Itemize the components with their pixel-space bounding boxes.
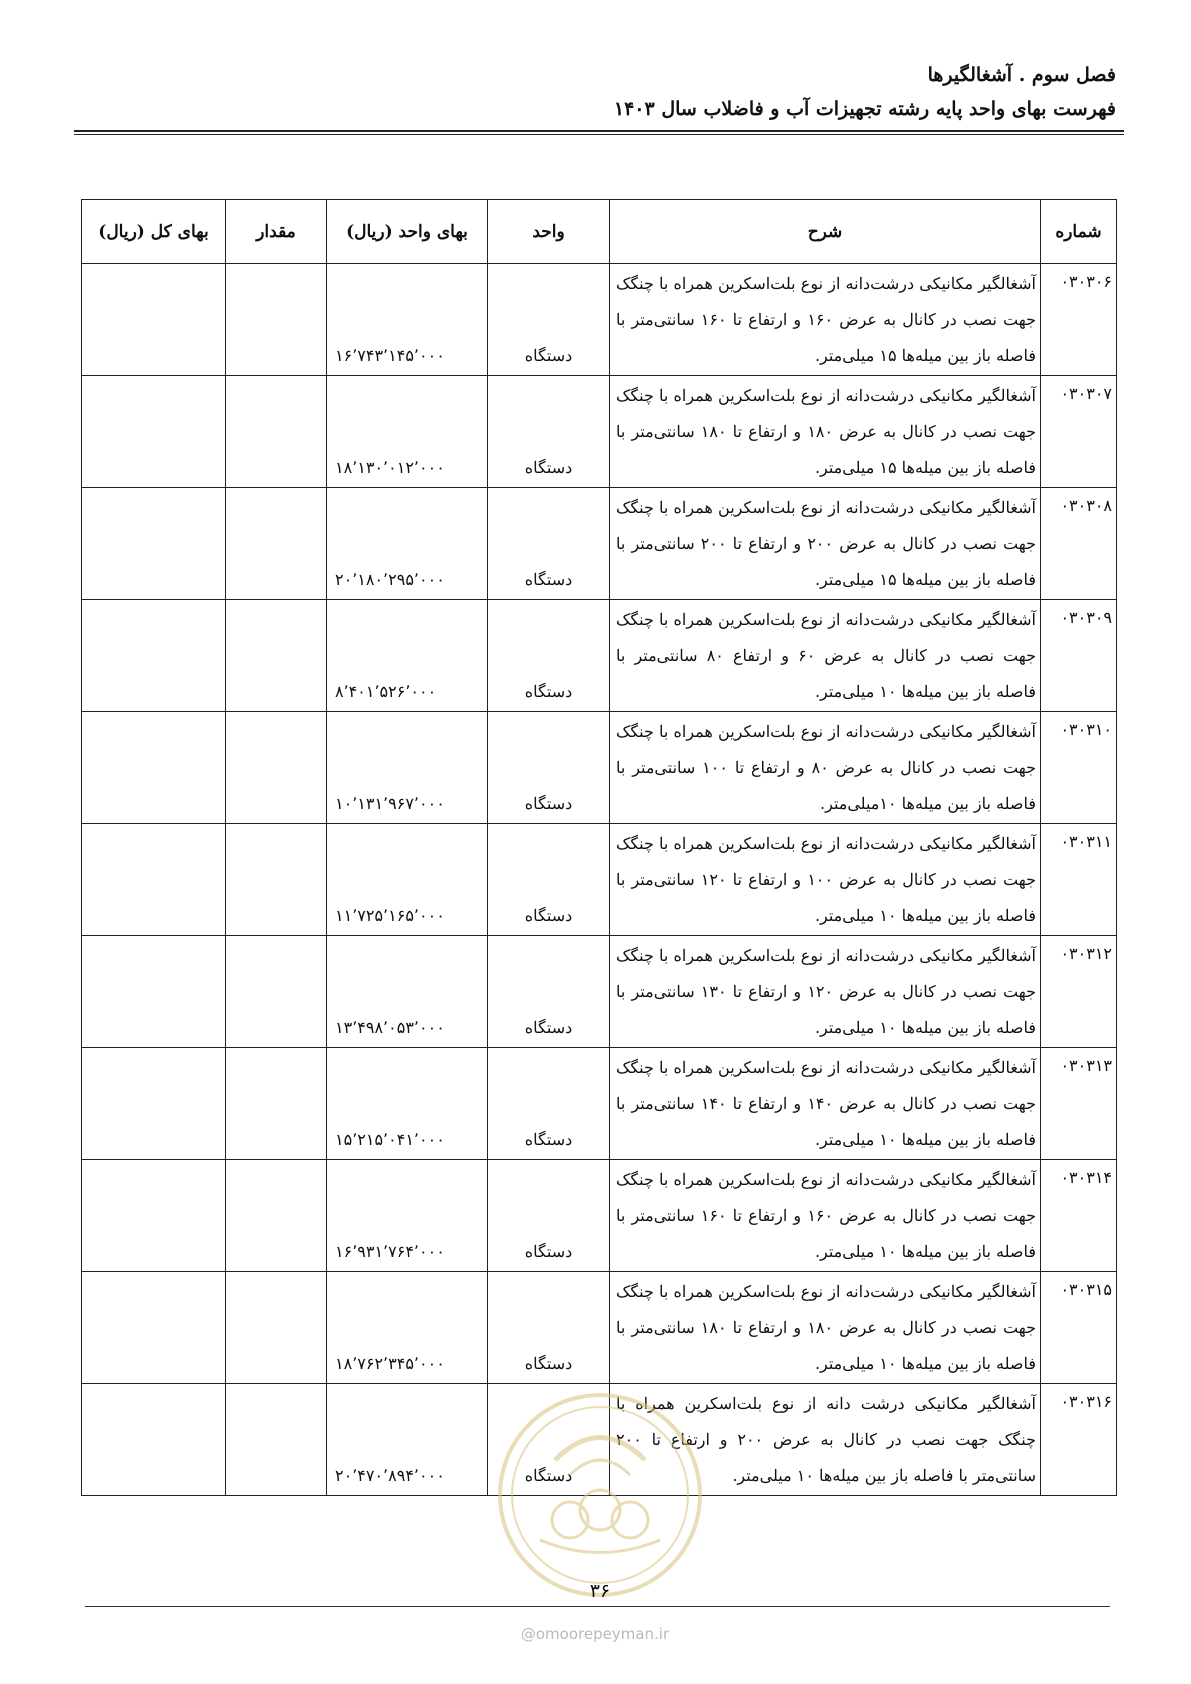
row-unit: دستگاه: [488, 824, 610, 936]
row-total-price: [82, 1272, 226, 1384]
row-code: ۰۳۰۳۱۶: [1041, 1384, 1117, 1496]
row-code: ۰۳۰۳۱۱: [1041, 824, 1117, 936]
header-unit-price: بهای واحد (ریال): [327, 200, 488, 264]
row-unit: دستگاه: [488, 1160, 610, 1272]
row-total-price: [82, 600, 226, 712]
table-row: [82, 824, 1117, 936]
header-description: شرح: [610, 200, 1041, 264]
row-unit-price: ۸٬۴۰۱٬۵۲۶٬۰۰۰: [327, 600, 488, 712]
row-quantity: [226, 264, 327, 376]
row-unit-price: ۱۸٬۷۶۲٬۳۴۵٬۰۰۰: [327, 1272, 488, 1384]
table-row: [82, 264, 1117, 376]
row-code: ۰۳۰۳۱۵: [1041, 1272, 1117, 1384]
page-number: ۳۶: [589, 1580, 611, 1602]
header-divider: [74, 130, 1124, 132]
table-row: [82, 488, 1117, 600]
row-total-price: [82, 824, 226, 936]
site-watermark: @omoorepeyman.ir: [520, 1625, 670, 1643]
row-unit-price: ۱۵٬۲۱۵٬۰۴۱٬۰۰۰: [327, 1048, 488, 1160]
row-quantity: [226, 1160, 327, 1272]
row-description: آشغالگیر مکانیکی درشت‌دانه از نوع بلت‌اسکرین همراه با چنگک جهت نصب در کانال به عرض ۱۸۰ و ارتفاع تا ۱۸۰ سانتی‌متر با فاصله باز بین میله‌ها ۱۵ میلی‌متر.: [610, 376, 1041, 488]
row-unit: دستگاه: [488, 1272, 610, 1384]
row-code: ۰۳۰۳۱۴: [1041, 1160, 1117, 1272]
row-total-price: [82, 712, 226, 824]
row-unit: دستگاه: [488, 376, 610, 488]
row-code: ۰۳۰۳۱۰: [1041, 712, 1117, 824]
page-header: [74, 58, 1124, 126]
row-unit: دستگاه: [488, 264, 610, 376]
row-description: آشغالگیر مکانیکی درشت‌دانه از نوع بلت‌اسکرین همراه با چنگک جهت نصب در کانال به عرض ۱۶۰ و ارتفاع تا ۱۶۰ سانتی‌متر با فاصله باز بین میله‌ها ۱۵ میلی‌متر.: [610, 264, 1041, 376]
row-total-price: [82, 1384, 226, 1496]
row-description: آشغالگیر مکانیکی درشت‌دانه از نوع بلت‌اسکرین همراه با چنگک جهت نصب در کانال به عرض ۱۴۰ و ارتفاع تا ۱۴۰ سانتی‌متر با فاصله باز بین میله‌ها ۱۰ میلی‌متر.: [610, 1048, 1041, 1160]
row-unit: دستگاه: [488, 600, 610, 712]
row-code: ۰۳۰۳۰۸: [1041, 488, 1117, 600]
table-header-row: [82, 200, 1117, 264]
row-total-price: [82, 488, 226, 600]
table-row: [82, 1048, 1117, 1160]
header-code: شماره: [1041, 200, 1117, 264]
row-code: ۰۳۰۳۱۲: [1041, 936, 1117, 1048]
row-unit-price: ۱۶٬۹۳۱٬۷۶۴٬۰۰۰: [327, 1160, 488, 1272]
price-table: [81, 199, 1117, 1496]
row-unit-price: ۲۰٬۴۷۰٬۸۹۴٬۰۰۰: [327, 1384, 488, 1496]
table-row: [82, 376, 1117, 488]
row-quantity: [226, 1048, 327, 1160]
row-unit-price: ۱۳٬۴۹۸٬۰۵۳٬۰۰۰: [327, 936, 488, 1048]
row-total-price: [82, 376, 226, 488]
table-body: [82, 264, 1117, 1496]
row-unit: دستگاه: [488, 488, 610, 600]
row-description: آشغالگیر مکانیکی درشت‌دانه از نوع بلت‌اسکرین همراه با چنگک جهت نصب در کانال به عرض ۱۰۰ و ارتفاع تا ۱۲۰ سانتی‌متر با فاصله باز بین میله‌ها ۱۰ میلی‌متر.: [610, 824, 1041, 936]
table-row: [82, 1272, 1117, 1384]
price-list-title: فهرست بهای واحد پایه رشته تجهیزات آب و فاضلاب سال ۱۴۰۳: [613, 98, 1116, 120]
footer-divider: [85, 1606, 1110, 1607]
row-total-price: [82, 264, 226, 376]
row-code: ۰۳۰۳۰۶: [1041, 264, 1117, 376]
row-unit: دستگاه: [488, 712, 610, 824]
row-unit-price: ۱۸٬۱۳۰٬۰۱۲٬۰۰۰: [327, 376, 488, 488]
row-description: آشغالگیر مکانیکی درشت‌دانه از نوع بلت‌اسکرین همراه با چنگک جهت نصب در کانال به عرض ۸۰ و ارتفاع تا ۱۰۰ سانتی‌متر با فاصله باز بین میله‌ها ۱۰میلی‌متر.: [610, 712, 1041, 824]
row-unit-price: ۲۰٬۱۸۰٬۲۹۵٬۰۰۰: [327, 488, 488, 600]
row-quantity: [226, 712, 327, 824]
row-description: آشغالگیر مکانیکی درشت‌دانه از نوع بلت‌اسکرین همراه با چنگک جهت نصب در کانال به عرض ۱۶۰ و ارتفاع تا ۱۶۰ سانتی‌متر با فاصله باز بین میله‌ها ۱۰ میلی‌متر.: [610, 1160, 1041, 1272]
header-total-price: بهای کل (ریال): [82, 200, 226, 264]
row-description: آشغالگیر مکانیکی درشت دانه از نوع بلت‌اسکرین همراه با چنگک جهت نصب در کانال به عرض ۲۰۰ و ارتفاع تا ۲۰۰ سانتی‌متر با فاصله باز بین میله‌ها ۱۰ میلی‌متر.: [610, 1384, 1041, 1496]
row-total-price: [82, 936, 226, 1048]
header-unit: واحد: [488, 200, 610, 264]
row-unit-price: ۱۰٬۱۳۱٬۹۶۷٬۰۰۰: [327, 712, 488, 824]
table-row: [82, 1160, 1117, 1272]
row-quantity: [226, 600, 327, 712]
row-code: ۰۳۰۳۰۹: [1041, 600, 1117, 712]
table-row: [82, 936, 1117, 1048]
table-row: [82, 600, 1117, 712]
chapter-title: فصل سوم . آشغالگیرها: [927, 64, 1116, 86]
row-total-price: [82, 1048, 226, 1160]
row-quantity: [226, 1272, 327, 1384]
row-unit-price: ۱۶٬۷۴۳٬۱۴۵٬۰۰۰: [327, 264, 488, 376]
row-unit: دستگاه: [488, 936, 610, 1048]
header-quantity: مقدار: [226, 200, 327, 264]
row-quantity: [226, 936, 327, 1048]
row-unit-price: ۱۱٬۷۲۵٬۱۶۵٬۰۰۰: [327, 824, 488, 936]
table-row: [82, 712, 1117, 824]
row-unit: دستگاه: [488, 1048, 610, 1160]
row-quantity: [226, 488, 327, 600]
row-code: ۰۳۰۳۰۷: [1041, 376, 1117, 488]
row-description: آشغالگیر مکانیکی درشت‌دانه از نوع بلت‌اسکرین همراه با چنگک جهت نصب در کانال به عرض ۱۲۰ و ارتفاع تا ۱۳۰ سانتی‌متر با فاصله باز بین میله‌ها ۱۰ میلی‌متر.: [610, 936, 1041, 1048]
row-total-price: [82, 1160, 226, 1272]
row-quantity: [226, 376, 327, 488]
row-unit: دستگاه: [488, 1384, 610, 1496]
row-code: ۰۳۰۳۱۳: [1041, 1048, 1117, 1160]
row-description: آشغالگیر مکانیکی درشت‌دانه از نوع بلت‌اسکرین همراه با چنگک جهت نصب در کانال به عرض ۱۸۰ و ارتفاع تا ۱۸۰ سانتی‌متر با فاصله باز بین میله‌ها ۱۰ میلی‌متر.: [610, 1272, 1041, 1384]
row-quantity: [226, 824, 327, 936]
header-divider-thin: [74, 134, 1124, 135]
row-description: آشغالگیر مکانیکی درشت‌دانه از نوع بلت‌اسکرین همراه با چنگک جهت نصب در کانال به عرض ۲۰۰ و ارتفاع تا ۲۰۰ سانتی‌متر با فاصله باز بین میله‌ها ۱۵ میلی‌متر.: [610, 488, 1041, 600]
row-description: آشغالگیر مکانیکی درشت‌دانه از نوع بلت‌اسکرین همراه با چنگک جهت نصب در کانال به عرض ۶۰ و ارتفاع ۸۰ سانتی‌متر با فاصله باز بین میله‌ها ۱۰ میلی‌متر.: [610, 600, 1041, 712]
row-quantity: [226, 1384, 327, 1496]
seal-logo-icon: [495, 1390, 705, 1600]
